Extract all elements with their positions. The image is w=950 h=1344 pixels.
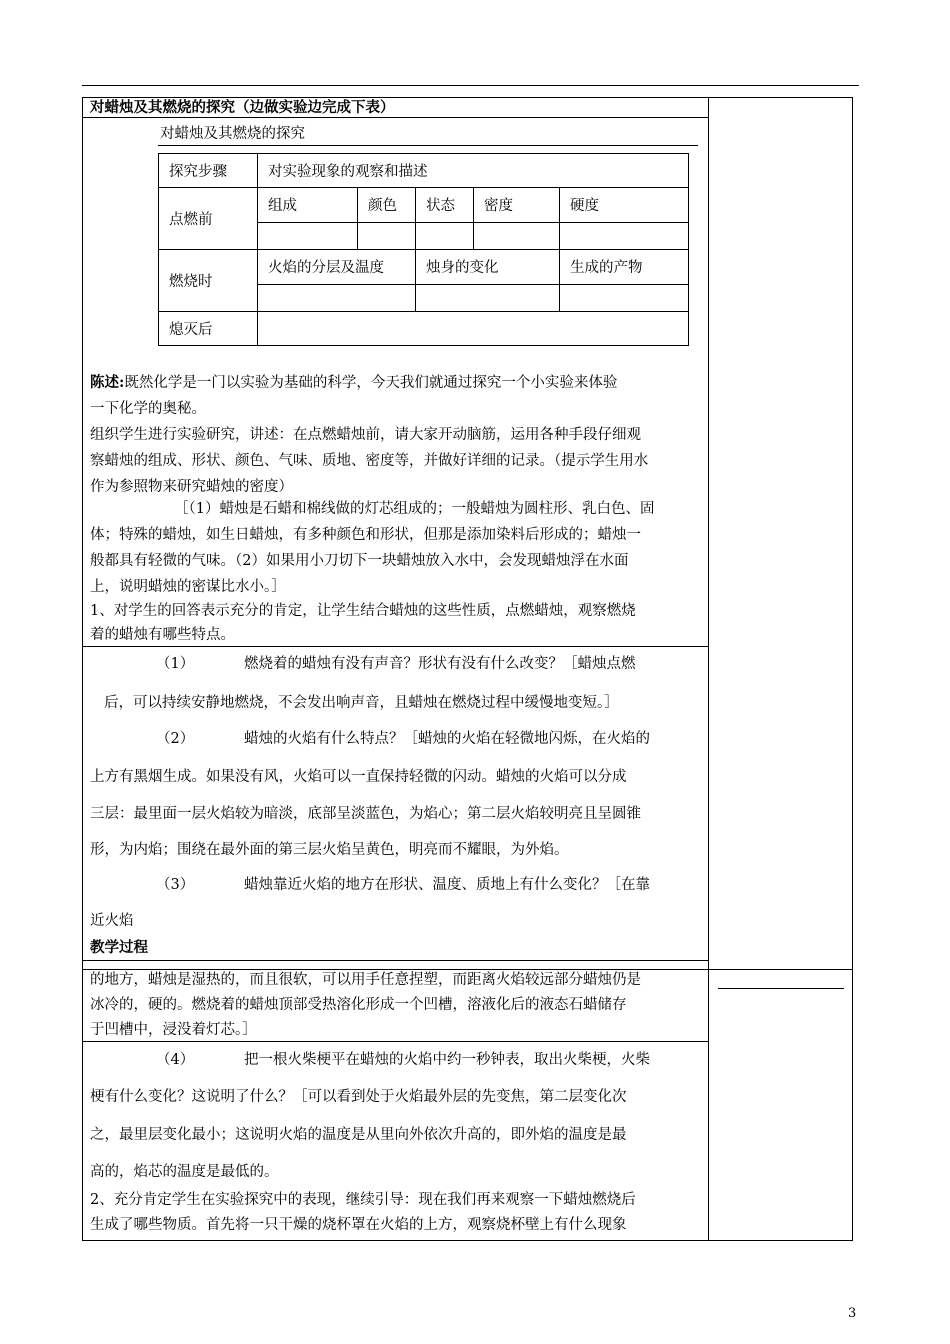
header-rule: [82, 85, 859, 86]
paragraph-line: 的地方，蜡烛是湿热的，而且很软，可以用手任意捏塑，而距离火焰较远部分蜡烛仍是: [90, 972, 641, 988]
cell-before: 点燃前: [159, 188, 258, 250]
section-label: 教学过程: [90, 939, 148, 956]
frame-top: [82, 97, 853, 98]
cell-empty: [560, 285, 689, 312]
q1-line: 燃烧着的蜡烛有没有声音？形状有没有什么改变？［蜡烛点燃: [244, 656, 636, 672]
paragraph-line: 察蜡烛的组成、形状、颜色、气味、质地、密度等，并做好详细的记录。（提示学生用水: [90, 453, 649, 469]
cell-empty: [258, 312, 689, 346]
page-number: 3: [848, 1306, 857, 1321]
paragraph-line: ［（1）蜡烛是石蜡和棉线做的灯芯组成的；一般蜡烛为圆柱形、乳白色、固: [174, 501, 655, 517]
cell-flame-layers: 火焰的分层及温度: [258, 250, 416, 285]
q3-num: （3）: [156, 877, 195, 893]
paragraph-line: 于凹槽中，浸没着灯芯。］: [90, 1022, 257, 1038]
q1-num: （1）: [156, 656, 195, 672]
statement-label: 陈述:: [90, 374, 125, 391]
q2-line: 上方有黑烟生成。如果没有风，火焰可以一直保持轻微的闪动。蜡烛的火焰可以分成: [90, 769, 627, 785]
statement-line: [90, 376, 617, 391]
paragraph-line: 体；特殊的蜡烛，如生日蜡烛，有多种颜色和形状，但那是添加染料后形成的；蜡烛一: [90, 527, 641, 543]
paragraph-line: 一下化学的奥秘。: [90, 401, 206, 417]
row-divider: [82, 969, 853, 970]
q4-line: 把一根火柴梗平在蜡烛的火焰中约一秒钟表，取出火柴梗，火柴: [244, 1052, 650, 1068]
q4-line: 高的，焰芯的温度是最低的。: [90, 1164, 279, 1180]
divider: [82, 646, 708, 647]
cell-body-change: 烛身的变化: [416, 250, 560, 285]
cell-step-head: 探究步骤: [159, 154, 258, 188]
paragraph-line: 2、充分肯定学生在实验探究中的表现，继续引导：现在我们再来观察一下蜡烛燃烧后: [90, 1192, 636, 1208]
right-column-rule: [718, 988, 844, 989]
cell-empty: [258, 223, 358, 250]
q3-line: 近火焰: [90, 913, 134, 929]
frame-mid: [708, 97, 709, 1241]
cell-state: 状态: [416, 188, 474, 223]
cell-density: 密度: [474, 188, 560, 223]
sub-title: 对蜡烛及其燃烧的探究: [160, 126, 305, 142]
cell-observe-head: 对实验现象的观察和描述: [258, 154, 689, 188]
section-divider: [82, 960, 708, 961]
paragraph-line: 上，说明蜡烛的密谋比水小。］: [90, 579, 286, 595]
paragraph-line: 生成了哪些物质。首先将一只干燥的烧杯罩在火焰的上方，观察烧杯壁上有什么现象: [90, 1217, 627, 1233]
paragraph-line: 般都具有轻微的气味。（2）如果用小刀切下一块蜡烛放入水中，会发现蜡烛浮在水面: [90, 553, 629, 569]
paragraph-line: 作为参照物来研究蜡烛的密度）: [90, 479, 293, 495]
experiment-table: [158, 153, 689, 346]
q1-line: 后，可以持续安静地燃烧，不会发出响声音，且蜡烛在燃烧过程中缓慢地变短。］: [104, 695, 619, 711]
cell-empty: [258, 285, 416, 312]
frame-bottom: [82, 1240, 853, 1241]
paragraph-line: 冰冷的，硬的。燃烧着的蜡烛顶部受热溶化形成一个凹槽，溶液化后的液态石蜡储存: [90, 997, 627, 1013]
paragraph-line: 1、对学生的回答表示充分的肯定，让学生结合蜡烛的这些性质，点燃蜡烛，观察燃烧: [90, 603, 636, 619]
q2-line: 形，为内焰；围绕在最外面的第三层火焰呈黄色，明亮而不耀眼，为外焰。: [90, 842, 569, 858]
cell-color: 颜色: [358, 188, 416, 223]
subtitle-underline: [158, 145, 698, 146]
frame-left: [82, 97, 83, 1241]
cell-composition: 组成: [258, 188, 358, 223]
cell-empty: [474, 223, 560, 250]
q3-line: 蜡烛靠近火焰的地方在形状、温度、质地上有什么变化？［在靠: [244, 877, 650, 893]
cell-empty: [416, 285, 560, 312]
paragraph-line: 既然化学是一门以实验为基础的科学，今天我们就通过探究一个小实验来体验: [124, 375, 618, 391]
title-underline: [82, 117, 708, 118]
paragraph-line: 着的蜡烛有哪些特点。: [90, 627, 235, 643]
cell-products: 生成的产物: [560, 250, 689, 285]
q2-line: 三层：最里面一层火焰较为暗淡，底部呈淡蓝色，为焰心；第二层火焰较明亮且呈圆锥: [90, 806, 641, 822]
cell-empty: [416, 223, 474, 250]
header-title: 对蜡烛及其燃烧的探究（边做实验边完成下表）: [90, 99, 395, 116]
cell-empty: [560, 223, 689, 250]
cell-after: 熄灭后: [159, 312, 258, 346]
q2-num: （2）: [156, 731, 195, 747]
cell-hardness: 硬度: [560, 188, 689, 223]
frame-right: [852, 97, 853, 1241]
paragraph-line: 组织学生进行实验研究，讲述：在点燃蜡烛前，请大家开动脑筋，运用各种手段仔细观: [90, 427, 641, 443]
q4-num: （4）: [156, 1052, 195, 1068]
cell-empty: [358, 223, 416, 250]
cell-burning: 燃烧时: [159, 250, 258, 312]
divider: [82, 1041, 708, 1042]
q4-line: 之，最里层变化最小；这说明火焰的温度是从里向外依次升高的，即外焰的温度是最: [90, 1127, 627, 1143]
q2-line: 蜡烛的火焰有什么特点？［蜡烛的火焰在轻微地闪烁，在火焰的: [244, 731, 650, 747]
q4-line: 梗有什么变化？这说明了什么？［可以看到处于火焰最外层的先变焦，第二层变化次: [90, 1089, 627, 1105]
